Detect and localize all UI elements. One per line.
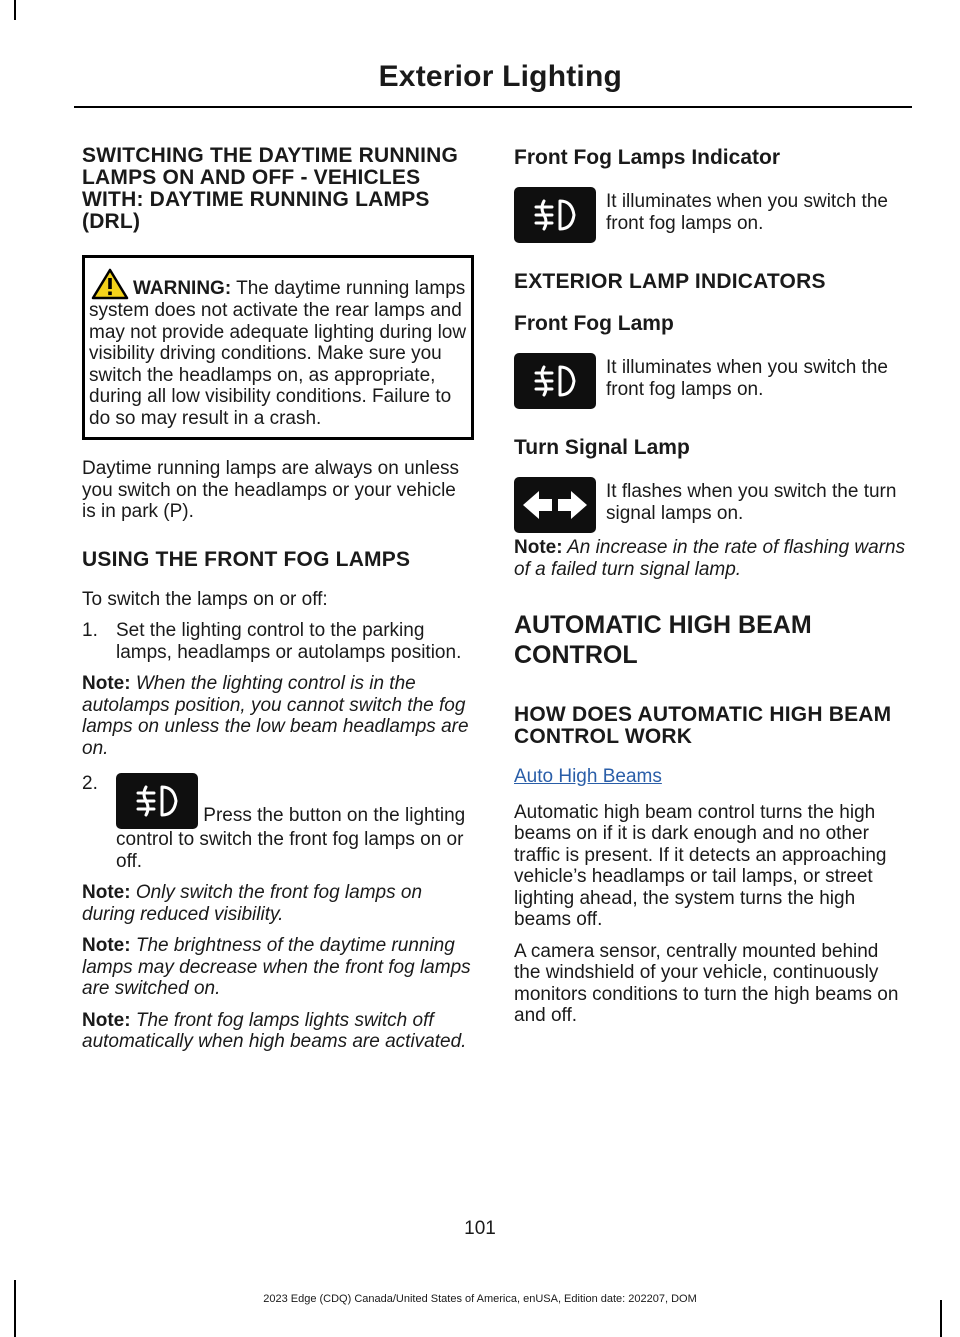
note: [82, 882, 474, 925]
indicator-row: [514, 187, 906, 243]
drl-heading: SWITCHING THE DAYTIME RUNNING LAMPS ON AND OFF - VEHICLES WITH: DAYTIME RUNNING LAMPS (DRL): [82, 144, 459, 233]
ahb-heading-line: AUTOMATIC HIGH BEAM: [514, 611, 812, 639]
page-number: 101: [464, 1218, 496, 1239]
steps-list: [82, 620, 474, 663]
fog-lamp-row: [514, 353, 906, 409]
link-paragraph: [514, 766, 906, 788]
step-text: Press the button on the lighting control to switch the front fog lamps on or off.: [116, 805, 466, 872]
turn-row: [514, 477, 906, 533]
note-text: Only switch the front fog lamps on during reduced visibility.: [82, 882, 423, 925]
note-label: Note:: [82, 882, 131, 903]
footer: 2023 Edge (CDQ) Canada/United States of America, enUSA, Edition date: 202207, DOM: [263, 1293, 697, 1305]
crop-mark: [14, 1280, 16, 1337]
ahb-body-1: Automatic high beam control turns the high beams on if it is dark enough and no other traffic is present. If it detects an approaching vehicle’s headlamps or tail lamps, or street lighting ahead, the system turns the high beams off.: [514, 801, 887, 930]
crop-mark: [14, 0, 16, 20]
front-fog-lamp-icon: [514, 353, 596, 409]
step-text: Set the lighting control to the parking lamps, headlamps or autolamps position.: [116, 620, 462, 663]
warning-label: WARNING:: [133, 278, 232, 299]
note-text: The front fog lamps lights switch off automatically when high beams are activated.: [82, 1009, 467, 1052]
front-fog-lamp-icon: [514, 187, 596, 243]
note: [514, 537, 906, 580]
note-label: Note:: [82, 935, 131, 956]
list-item: [82, 773, 474, 872]
warning-box: [82, 255, 474, 440]
note: [82, 935, 474, 1000]
crop-mark: [940, 1300, 942, 1337]
step-number: 1.: [82, 620, 98, 641]
page-title: Exterior Lighting: [378, 60, 622, 93]
title-rule: [74, 106, 912, 108]
ahb-heading: [514, 610, 906, 670]
turn-signal-icon: [514, 477, 596, 533]
step-number: 2.: [82, 773, 98, 794]
list-item: [82, 620, 474, 663]
indicator-heading: Front Fog Lamps Indicator: [514, 146, 780, 169]
turn-heading: Turn Signal Lamp: [514, 436, 690, 459]
note-label: Note:: [82, 1009, 131, 1031]
warning-triangle-icon: [91, 268, 129, 300]
note: [82, 1010, 474, 1053]
auto-high-beams-link[interactable]: Auto High Beams: [514, 766, 662, 787]
note-text: An increase in the rate of flashing warns of a failed turn signal lamp.: [514, 537, 906, 580]
front-fog-lamp-icon: [116, 773, 198, 829]
ext-heading: EXTERIOR LAMP INDICATORS: [514, 270, 826, 293]
drl-body: Daytime running lamps are always on unless you switch on the headlamps or your vehicle is in park (P).: [82, 458, 460, 522]
left-column: [82, 145, 474, 1063]
ahb-heading-line: CONTROL: [514, 641, 638, 669]
right-column: [514, 145, 906, 1037]
turn-text: It flashes when you switch the turn signal lamps on.: [606, 481, 897, 524]
how-heading: HOW DOES AUTOMATIC HIGH BEAM CONTROL WORK: [514, 703, 892, 748]
fog-lamp-text: It illuminates when you switch the front fog lamps on.: [606, 357, 888, 400]
fog-heading: USING THE FRONT FOG LAMPS: [82, 547, 411, 571]
note-label: Note:: [82, 673, 131, 694]
indicator-text: It illuminates when you switch the front fog lamps on.: [606, 191, 888, 234]
note-text: The brightness of the daytime running lamps may decrease when the front fog lamps are switched on.: [82, 935, 471, 999]
step-body: [116, 773, 474, 872]
note-text: When the lighting control is in the autolamps position, you cannot switch the fog lamps on unless the low beam headlamps are on.: [82, 673, 469, 759]
warning-text: The daytime running lamps system does not activate the rear lamps and may not provide adequate lighting during low visibility driving conditions. Make sure you switch the headlamps on, as appropriate, during all low visibility conditions. Failure to do so may result in a crash.: [89, 278, 467, 429]
note-label: Note:: [514, 537, 563, 558]
fog-lamp-heading: Front Fog Lamp: [514, 312, 674, 335]
ahb-body-2: A camera sensor, centrally mounted behind the windshield of your vehicle, continuously monitors conditions to turn the high beams on and off.: [514, 940, 899, 1026]
fog-intro: To switch the lamps on or off:: [82, 588, 328, 610]
note: [82, 673, 474, 759]
